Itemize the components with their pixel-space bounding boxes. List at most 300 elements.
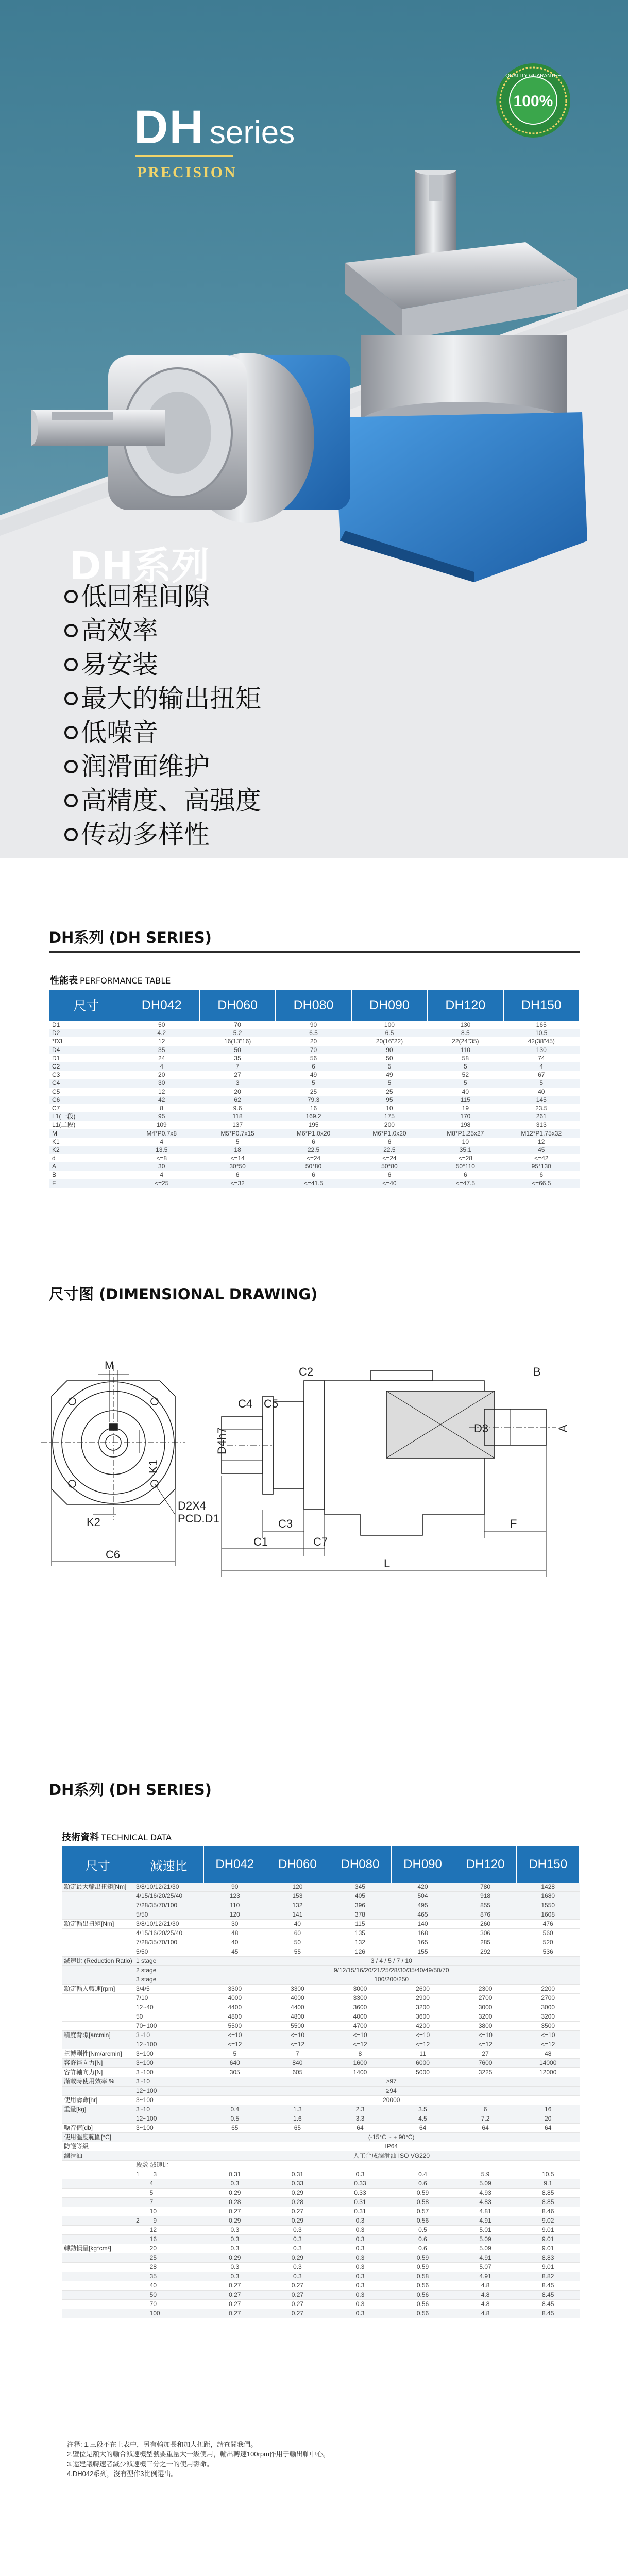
table-cell: L1(一段) [49, 1112, 124, 1121]
table-cell: 3 / 4 / 5 / 7 / 10 [203, 1957, 580, 1966]
table-cell: 0.28 [203, 2198, 266, 2207]
table-row [62, 2105, 580, 2114]
table-cell [62, 1938, 134, 1947]
table-cell: 4800 [203, 2012, 266, 2022]
table-cell [62, 2161, 134, 2170]
table-cell: 25 [310, 1088, 317, 1095]
table-cell: <=24 [382, 1155, 397, 1162]
table-cell: 396 [329, 1901, 392, 1910]
series-main: DH [134, 101, 205, 154]
table-cell: 130 [460, 1021, 471, 1029]
table-cell: 0.27 [266, 2300, 329, 2309]
bullet-icon [64, 590, 78, 603]
table-cell: 3225 [454, 2068, 517, 2077]
table-row [62, 2077, 580, 2087]
table-cell: 4.83 [454, 2198, 517, 2207]
table-cell: 504 [392, 1892, 454, 1901]
table-cell: 64 [517, 2124, 580, 2133]
table-cell: 260 [454, 1920, 517, 1929]
table-cell: 減速比 (Reduction Ratio) [62, 1957, 134, 1966]
table-row [62, 2087, 580, 2096]
table-cell: 2.3 [329, 2105, 392, 2114]
table-cell: 0.3 [266, 2244, 329, 2253]
table-row [62, 2142, 580, 2151]
table-cell: 4/15/16/20/25/40 [134, 1929, 203, 1938]
table-cell: <=12 [392, 2040, 454, 2049]
table-cell [62, 2235, 134, 2244]
table-cell: 0.3 [329, 2291, 392, 2300]
table-cell: 4.5 [392, 2114, 454, 2124]
table-cell: 6 [312, 1171, 315, 1179]
table-cell: 780 [454, 1883, 517, 1892]
table-cell: 168 [392, 1929, 454, 1938]
table-cell: 5 [351, 1062, 427, 1071]
table-row [62, 2114, 580, 2124]
table-cell: 0.27 [266, 2207, 329, 2216]
column-header: 減速比 [134, 1846, 203, 1883]
bullet-icon [64, 794, 78, 807]
table-row [62, 2133, 580, 2142]
table-cell: 6000 [392, 2059, 454, 2068]
label-c2: C2 [299, 1365, 314, 1378]
table-cell: 4000 [329, 2012, 392, 2022]
table-cell: 9.1 [517, 2179, 580, 2189]
table-cell: 4.93 [454, 2189, 517, 2198]
table-cell [62, 2114, 134, 2124]
table-cell: 0.3 [203, 2226, 266, 2235]
table-cell: 476 [517, 1920, 580, 1929]
table-cell: d [52, 1155, 56, 1162]
table-cell: 0.57 [392, 2207, 454, 2216]
table-cell: 0.3 [329, 2272, 392, 2281]
table-cell: 0.31 [203, 2170, 266, 2179]
label-l: L [384, 1557, 391, 1570]
label-f: F [510, 1517, 517, 1530]
table-cell: 6 [539, 1171, 544, 1179]
notes-block [67, 2439, 582, 2479]
table-cell: 4400 [266, 2003, 329, 2012]
table-cell: 防護等級 [62, 2142, 134, 2151]
table-cell: 74 [538, 1054, 545, 1062]
table-cell: 使用溫度範圍[°C] [62, 2133, 134, 2142]
table-cell: ≥97 [203, 2077, 580, 2087]
table-cell [62, 1892, 134, 1901]
table-cell: 5/50 [134, 1910, 203, 1920]
table-cell: 50 [134, 2012, 203, 2022]
table-cell: 8.45 [517, 2281, 580, 2291]
table-cell: 0.3 [329, 2170, 392, 2179]
table-cell: 2200 [517, 1985, 580, 1994]
table-cell: 141 [266, 1910, 329, 1920]
dimensional-drawing [31, 1360, 598, 1628]
table-cell: 8.45 [517, 2300, 580, 2309]
table-cell: 5 [134, 2189, 203, 2198]
table-cell: 7/10 [134, 1994, 203, 2003]
table-cell: D4 [49, 1046, 124, 1054]
table-cell: 67 [538, 1071, 545, 1079]
section-title-performance: DH系列 (DH SERIES) [49, 929, 212, 946]
table-cell: <=32 [199, 1179, 275, 1188]
table-row [62, 2068, 580, 2077]
table-cell: 50°110 [428, 1162, 503, 1171]
table-cell: C3 [52, 1071, 60, 1079]
table-cell [62, 2253, 134, 2263]
table-cell: 90 [203, 1883, 266, 1892]
table-cell: 155 [392, 1947, 454, 1957]
table-cell: 4200 [392, 2022, 454, 2031]
table-cell: 8.45 [517, 2309, 580, 2318]
table-row [62, 2031, 580, 2040]
table-cell: M [49, 1129, 124, 1137]
table-cell: 50°80 [351, 1162, 427, 1171]
table-cell: 容許軸向力[N] [62, 2068, 134, 2077]
table-cell: 5.2 [199, 1029, 275, 1037]
table-cell [62, 2198, 134, 2207]
bullet-icon [64, 658, 78, 671]
table-cell: 噪音值[db] [62, 2124, 134, 2133]
table-row [62, 2244, 580, 2253]
table-cell: 0.27 [203, 2291, 266, 2300]
table-cell: 90 [351, 1046, 427, 1054]
table-cell: *D3 [52, 1038, 63, 1045]
table-cell: <=66.5 [503, 1179, 579, 1188]
performance-table-title: 性能表 PERFORMANCE TABLE [50, 975, 171, 986]
table-cell: 3/8/10/12/21/30 [134, 1920, 203, 1929]
table-cell: 5/50 [134, 1947, 203, 1957]
table-cell: 0.3 [203, 2235, 266, 2244]
table-row [49, 1071, 580, 1079]
table-cell: 313 [536, 1121, 547, 1129]
column-header: 尺寸 [62, 1846, 134, 1883]
table-cell: 額定輸出扭矩[Nm] [62, 1920, 134, 1929]
table-cell: M4*P0.7x8 [124, 1129, 199, 1137]
table-cell: <=12 [517, 2040, 580, 2049]
table-cell: 24 [158, 1054, 165, 1062]
table-cell: 840 [266, 2059, 329, 2068]
table-cell: 292 [454, 1947, 517, 1957]
table-row [62, 2207, 580, 2216]
table-cell [517, 2161, 580, 2170]
table-cell: 35 [234, 1054, 241, 1062]
table-cell: 4 [160, 1138, 164, 1145]
table-cell: 4.8 [454, 2300, 517, 2309]
table-cell: 8.5 [428, 1029, 503, 1037]
table-cell: 60 [266, 1929, 329, 1938]
table-cell: 9.6 [233, 1104, 242, 1112]
table-cell [266, 2161, 329, 2170]
table-cell: 3 stage [134, 1975, 203, 1985]
table-cell: 35 [124, 1046, 199, 1054]
table-cell: 200 [384, 1121, 395, 1129]
table-row [62, 2291, 580, 2300]
table-cell: 0.29 [203, 2216, 266, 2226]
table-cell: 175 [351, 1112, 427, 1121]
table-cell: 滿載時使用效率 % [62, 2077, 134, 2087]
table-cell: 165 [536, 1021, 547, 1029]
label-d2x4: D2X4 [178, 1499, 207, 1512]
table-cell: IP64 [203, 2142, 580, 2151]
table-row [62, 1985, 580, 1994]
table-cell: <=12 [329, 2040, 392, 2049]
table-cell: 0.3 [329, 2300, 392, 2309]
table-row [62, 2216, 580, 2226]
table-cell: <=10 [266, 2031, 329, 2040]
table-cell: 9.01 [517, 2263, 580, 2272]
front-view [41, 1360, 219, 1566]
table-cell [62, 1901, 134, 1910]
logo-underline [135, 155, 233, 157]
label-m: M [105, 1360, 114, 1372]
feature-item: 低噪音 [64, 716, 261, 750]
table-row [62, 2059, 580, 2068]
table-row [49, 1046, 580, 1054]
label-pcd: PCD.D1 [178, 1512, 219, 1525]
table-row [49, 1104, 580, 1112]
table-cell: 16 [517, 2105, 580, 2114]
table-cell: 4.91 [454, 2216, 517, 2226]
table-row [62, 1975, 580, 1985]
table-cell: 7 [134, 2198, 203, 2207]
column-header: DH120 [428, 990, 503, 1021]
table-cell: 8.82 [517, 2272, 580, 2281]
table-cell: 1608 [517, 1910, 580, 1920]
feature-item: 低回程间隙 [64, 580, 261, 614]
table-cell: 0.27 [203, 2207, 266, 2216]
table-cell: 110 [428, 1046, 503, 1054]
table-row [62, 1920, 580, 1929]
table-cell: 12~100 [134, 2114, 203, 2124]
table-cell: 0.3 [203, 2244, 266, 2253]
bullet-icon [64, 828, 78, 841]
table-row [62, 2263, 580, 2272]
table-row [62, 1929, 580, 1938]
table-cell: 3/4/5 [134, 1985, 203, 1994]
table-cell: 495 [392, 1901, 454, 1910]
label-c5: C5 [264, 1397, 279, 1410]
table-cell: <=8 [156, 1155, 167, 1162]
table-row [62, 2003, 580, 2012]
table-cell: 306 [454, 1929, 517, 1938]
table-cell: 3~100 [134, 2124, 203, 2133]
table-cell: 40 [266, 1920, 329, 1929]
table-cell [62, 2003, 134, 2012]
table-row [62, 2012, 580, 2022]
table-cell: 132 [266, 1901, 329, 1910]
column-header: DH090 [392, 1846, 454, 1883]
table-cell: 精度背隙[arcmin] [62, 2031, 134, 2040]
table-cell: C4 [49, 1079, 124, 1087]
table-cell: 42 [124, 1096, 199, 1104]
table-cell: 16(13"16) [224, 1038, 251, 1045]
table-cell: 30 [124, 1162, 199, 1171]
label-c7: C7 [313, 1535, 328, 1548]
table-cell: 0.4 [392, 2170, 454, 2179]
note-line: 2.壁位是額大的輸合減速機型號要重量大一級使用，輸出轉速100rpm作用于輸出軸中心。 [67, 2450, 330, 2458]
table-cell: 20000 [203, 2096, 580, 2105]
section-title-technical: DH系列 (DH SERIES) [49, 1781, 212, 1799]
table-cell: 30 [203, 1920, 266, 1929]
gearbox-product-image [31, 170, 618, 592]
table-cell: 3~100 [134, 2049, 203, 2059]
table-cell: 48 [517, 2049, 580, 2059]
table-cell: 48 [203, 1929, 266, 1938]
column-header: DH042 [203, 1846, 266, 1883]
table-cell: 1400 [329, 2068, 392, 2077]
table-cell: 20 [310, 1038, 317, 1045]
table-cell: C7 [52, 1104, 60, 1112]
column-header: DH042 [124, 990, 199, 1021]
table-cell: 2600 [392, 1985, 454, 1994]
table-cell: 3~100 [134, 2059, 203, 2068]
table-cell: 95 [351, 1096, 427, 1104]
hero-banner [0, 0, 628, 858]
table-cell: K2 [49, 1146, 124, 1154]
table-cell: 405 [329, 1892, 392, 1901]
table-row [62, 1892, 580, 1901]
table-cell: C6 [49, 1096, 124, 1104]
table-row [49, 1029, 580, 1037]
table-cell: 1 3 [134, 2170, 203, 2179]
table-cell: 0.3 [329, 2309, 392, 2318]
table-cell: 132 [329, 1938, 392, 1947]
table-cell [62, 2263, 134, 2272]
table-row [62, 2170, 580, 2179]
table-cell: 165 [392, 1938, 454, 1947]
badge-percent: 100% [513, 93, 553, 110]
feature-item: 高精度、高强度 [64, 784, 261, 818]
table-cell: 0.27 [203, 2309, 266, 2318]
table-cell [134, 2133, 203, 2142]
table-cell: 3200 [517, 2012, 580, 2022]
bullet-icon [64, 726, 78, 739]
table-cell: 55 [266, 1947, 329, 1957]
table-cell: 5 [503, 1079, 579, 1087]
table-cell: 12~100 [134, 2040, 203, 2049]
table-row [62, 1957, 580, 1966]
table-cell: <=10 [454, 2031, 517, 2040]
table-cell: 7600 [454, 2059, 517, 2068]
table-cell: 918 [454, 1892, 517, 1901]
table-cell: 12 [158, 1088, 165, 1095]
table-cell: <=10 [517, 2031, 580, 2040]
table-cell: M8*P1.25x27 [428, 1129, 503, 1137]
table-cell [62, 2281, 134, 2291]
column-header: DH150 [517, 1846, 580, 1883]
table-cell [392, 2161, 454, 2170]
table-cell: 2700 [454, 1994, 517, 2003]
table-cell: 0.4 [203, 2105, 266, 2114]
table-cell: 5500 [266, 2022, 329, 2031]
table-cell: 261 [503, 1112, 579, 1121]
table-cell: <=28 [458, 1155, 473, 1162]
table-cell: 605 [266, 2068, 329, 2077]
table-cell: 0.58 [392, 2198, 454, 2207]
badge-ring-text: QUALITY GUARANTEE [505, 73, 561, 79]
table-cell: 420 [392, 1883, 454, 1892]
table-cell: 0.3 [329, 2253, 392, 2263]
table-cell: 536 [517, 1947, 580, 1957]
table-row [62, 1910, 580, 1920]
table-cell: D1 [52, 1021, 60, 1029]
table-cell: 0.56 [392, 2309, 454, 2318]
table-cell [454, 2161, 517, 2170]
table-cell: 52 [462, 1071, 469, 1079]
table-row [49, 1129, 580, 1137]
label-c3: C3 [278, 1517, 293, 1530]
table-cell: 0.3 [203, 2263, 266, 2272]
table-cell: 115 [329, 1920, 392, 1929]
table-cell: 6 [454, 2105, 517, 2114]
table-row [62, 2179, 580, 2189]
table-cell: 7 [199, 1062, 275, 1071]
table-cell: 6 [312, 1138, 315, 1145]
table-cell: 56 [310, 1054, 317, 1062]
table-row [62, 2189, 580, 2198]
table-cell: 520 [517, 1938, 580, 1947]
table-cell: 50 [199, 1046, 275, 1054]
table-cell: 0.3 [203, 2272, 266, 2281]
table-cell: <=10 [329, 2031, 392, 2040]
table-cell: 40 [203, 1938, 266, 1947]
table-cell: 10.5 [503, 1029, 579, 1037]
table-cell: <=12 [203, 2040, 266, 2049]
table-cell: 49 [386, 1071, 393, 1079]
table-cell [62, 1975, 134, 1985]
table-cell: 9.01 [517, 2244, 580, 2253]
table-cell: C5 [52, 1088, 60, 1095]
table-cell: 9/12/15/16/20/21/25/28/30/35/40/49/50/70 [203, 1966, 580, 1975]
table-cell: 使用壽命[hr] [62, 2096, 134, 2105]
table-cell: 0.29 [266, 2189, 329, 2198]
table-cell: 20(16"22) [376, 1038, 403, 1045]
table-cell: 14000 [517, 2059, 580, 2068]
series-sub: series [209, 115, 295, 150]
table-cell: 40 [538, 1088, 545, 1095]
table-cell: 0.29 [203, 2189, 266, 2198]
table-cell: 20 [517, 2114, 580, 2124]
table-row [49, 1054, 580, 1062]
table-cell: 3/8/10/12/21/30 [134, 1883, 203, 1892]
table-cell: <=42 [534, 1155, 549, 1162]
table-cell: 2 stage [134, 1966, 203, 1975]
table-cell: 1680 [517, 1892, 580, 1901]
table-cell: 5.09 [454, 2235, 517, 2244]
table-cell: 8.85 [517, 2189, 580, 2198]
table-cell: 6 [387, 1138, 392, 1145]
table-cell: 22.5 [351, 1146, 427, 1154]
table-row [62, 2300, 580, 2309]
table-cell: 1600 [329, 2059, 392, 2068]
table-cell: 10 [134, 2207, 203, 2216]
table-cell: 123 [203, 1892, 266, 1901]
table-cell: 50 [134, 2291, 203, 2300]
table-cell: 0.3 [329, 2235, 392, 2244]
table-row [49, 1088, 580, 1096]
table-cell: 2700 [517, 1994, 580, 2003]
table-cell: 169.2 [276, 1112, 351, 1121]
table-cell: 198 [460, 1121, 471, 1129]
table-cell: 64 [454, 2124, 517, 2133]
note-line: 注释: 1.三段不在上表中，另有輸加長和加大扭距，請查閱我們。 [67, 2441, 258, 2448]
feature-item: 最大的输出扭矩 [64, 682, 261, 716]
table-cell: <=10 [392, 2031, 454, 2040]
table-cell: 3500 [517, 2022, 580, 2031]
table-cell: 25 [134, 2253, 203, 2263]
table-cell: 3.5 [392, 2105, 454, 2114]
table-cell: 4.2 [124, 1029, 199, 1037]
table-cell: 0.27 [266, 2281, 329, 2291]
table-cell [62, 2022, 134, 2031]
